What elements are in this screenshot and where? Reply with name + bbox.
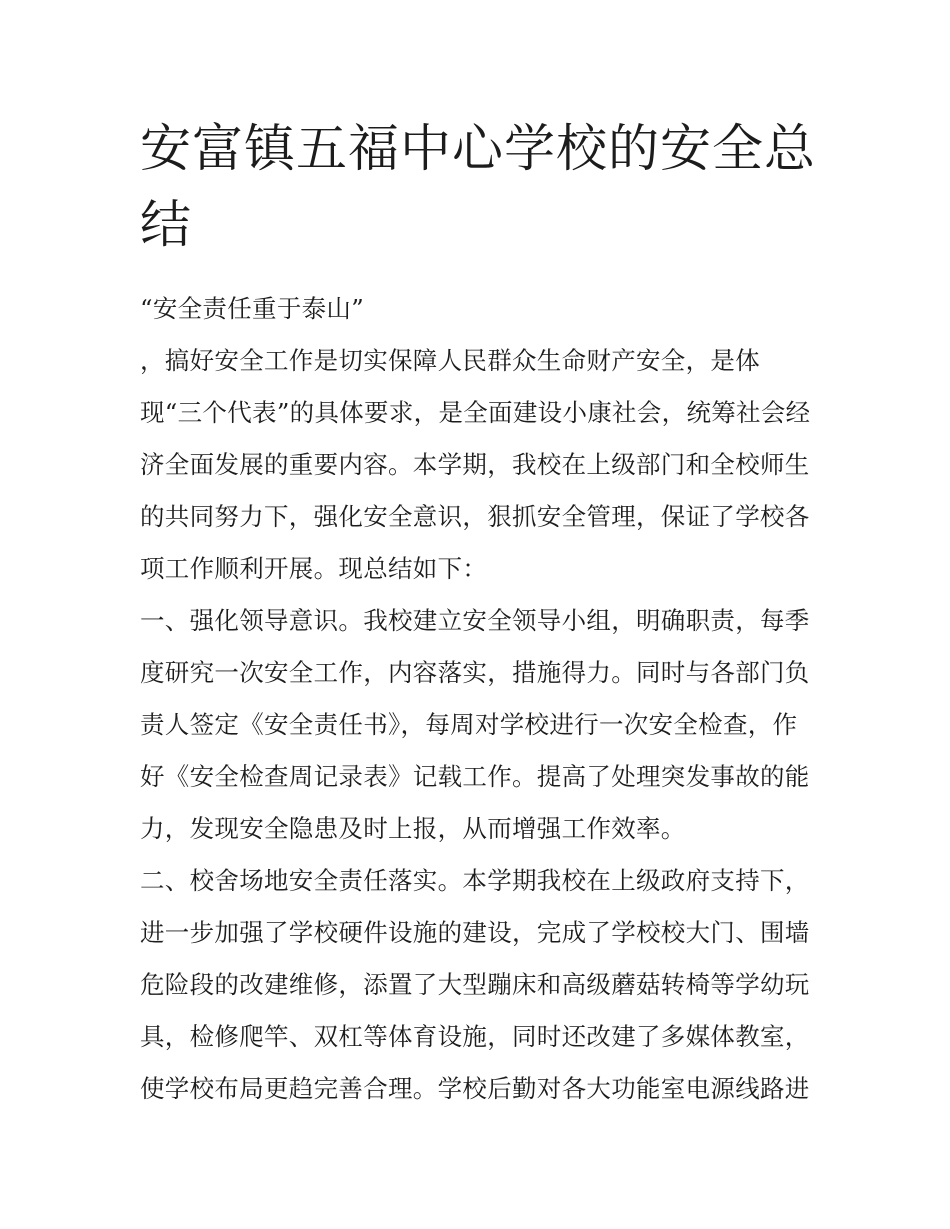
body-line-8: 度研究一次安全工作，内容落实，措施得力。同时与各部门负 <box>140 658 810 687</box>
body-line-14: 危险段的改建维修，添置了大型蹦床和高级蘑菇转椅等学幼玩 <box>140 970 810 999</box>
body-line-5: 的共同努力下，强化安全意识，狠抓安全管理，保证了学校各 <box>140 502 810 531</box>
body-line-10: 好《安全检查周记录表》记载工作。提高了处理突发事故的能 <box>140 762 810 791</box>
body-line-11: 力，发现安全隐患及时上报，从而增强工作效率。 <box>140 814 686 843</box>
body-line-7: 一、强化领导意识。我校建立安全领导小组，明确职责，每季 <box>140 606 810 635</box>
title-line-1: 安富镇五福中心学校的安全总 <box>140 120 817 179</box>
body-line-13: 进一步加强了学校硬件设施的建设，完成了学校校大门、围墙 <box>140 918 810 947</box>
document-title <box>140 112 820 264</box>
body-line-16: 使学校布局更趋完善合理。学校后勤对各大功能室电源线路进 <box>140 1074 810 1103</box>
body-line-6: 项工作顺利开展。现总结如下： <box>140 554 488 583</box>
body-line-12: 二、校舍场地安全责任落实。本学期我校在上级政府支持下， <box>140 866 810 895</box>
body-line-1: “安全责任重于泰山” <box>140 294 365 323</box>
body-line-15: 具，检修爬竿、双杠等体育设施，同时还改建了多媒体教室， <box>140 1022 810 1051</box>
title-line-2: 结 <box>140 196 193 255</box>
document-body <box>140 283 820 1115</box>
body-line-4: 济全面发展的重要内容。本学期，我校在上级部门和全校师生 <box>140 450 810 479</box>
body-line-9: 责人签定《安全责任书》，每周对学校进行一次安全检查，作 <box>140 710 798 739</box>
body-line-3: 现“三个代表”的具体要求，是全面建设小康社会，统筹社会经 <box>140 398 811 427</box>
body-line-2: ，搞好安全工作是切实保障人民群众生命财产安全，是体 <box>140 346 760 375</box>
